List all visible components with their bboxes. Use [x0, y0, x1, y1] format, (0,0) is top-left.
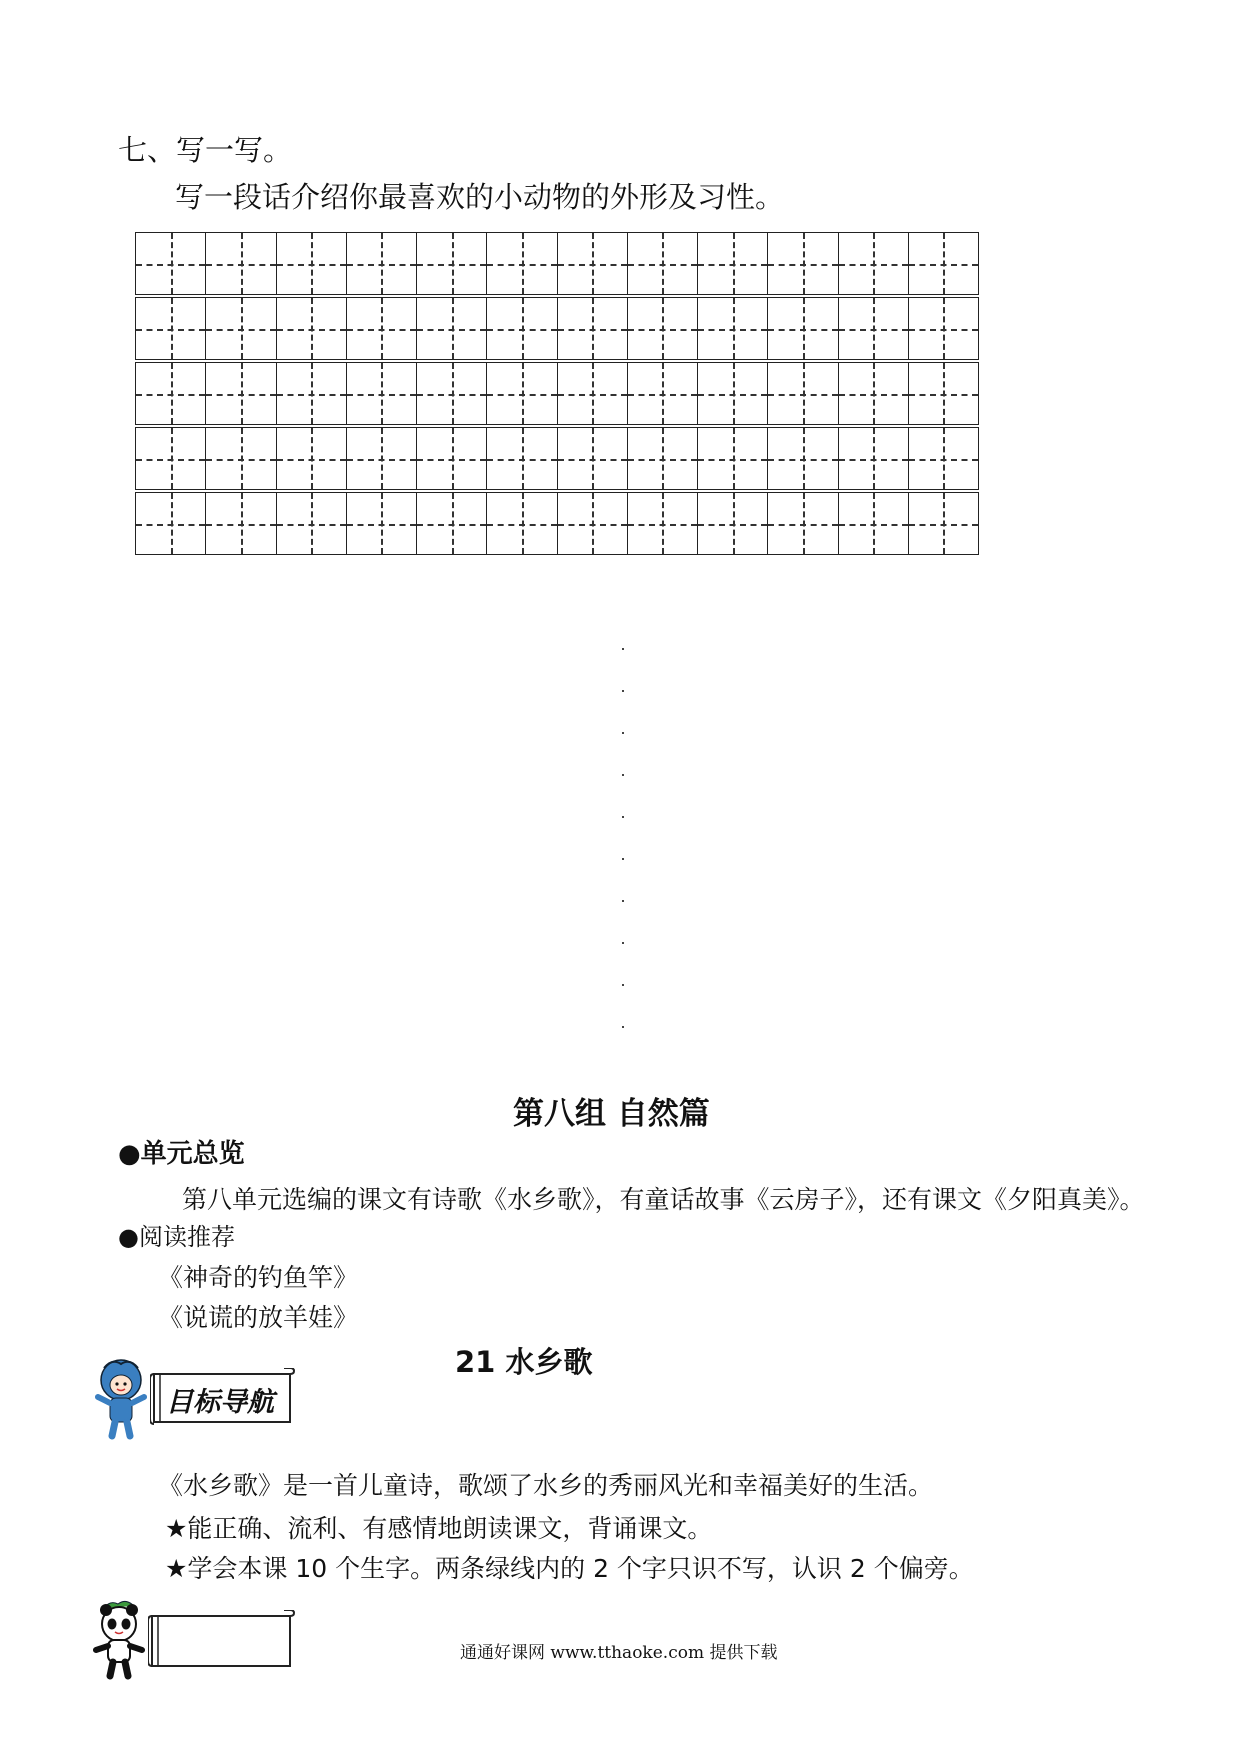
grid-cell[interactable]: [909, 363, 978, 424]
footer-credit: 通通好课网 www.tthaoke.com 提供下载: [460, 1643, 778, 1663]
grid-cell[interactable]: [698, 493, 768, 554]
grid-cell[interactable]: [628, 233, 698, 294]
grid-row: [135, 362, 979, 425]
grid-cell[interactable]: [347, 233, 417, 294]
grid-cell[interactable]: [487, 298, 557, 359]
recommended-book-2: 《说谎的放羊娃》: [158, 1303, 359, 1332]
overview-heading: ●单元总览: [118, 1139, 245, 1169]
grid-row: [135, 427, 979, 490]
section-7-prompt: 写一段话介绍你最喜欢的小动物的外形及习性。: [175, 180, 785, 214]
grid-cell[interactable]: [698, 428, 768, 489]
grid-cell[interactable]: [558, 428, 628, 489]
goal-label: 目标导航: [166, 1387, 274, 1418]
grid-cell[interactable]: [417, 428, 487, 489]
grid-cell[interactable]: [909, 493, 978, 554]
divider-dots: [622, 648, 628, 1068]
grid-cell[interactable]: [839, 363, 909, 424]
grid-cell[interactable]: [768, 233, 838, 294]
overview-text: 第八单元选编的课文有诗歌《水乡歌》，有童话故事《云房子》，还有课文《夕阳真美》。: [182, 1185, 1145, 1214]
grid-cell[interactable]: [206, 428, 276, 489]
grid-cell[interactable]: [558, 298, 628, 359]
grid-cell[interactable]: [417, 493, 487, 554]
writing-grid[interactable]: [135, 232, 979, 557]
grid-cell[interactable]: [136, 493, 206, 554]
grid-cell[interactable]: [909, 298, 978, 359]
grid-row: [135, 232, 979, 295]
grid-cell[interactable]: [698, 298, 768, 359]
jingjing-panda-mascot-icon: [86, 1600, 152, 1680]
grid-cell[interactable]: [277, 298, 347, 359]
lesson-goal-2: ★学会本课 10 个生字。两条绿线内的 2 个字只识不写，认识 2 个偏旁。: [165, 1554, 974, 1583]
grid-cell[interactable]: [206, 233, 276, 294]
grid-cell[interactable]: [768, 298, 838, 359]
grid-cell[interactable]: [347, 298, 417, 359]
recommended-book-1: 《神奇的钓鱼竿》: [158, 1263, 359, 1292]
grid-cell[interactable]: [277, 233, 347, 294]
grid-cell[interactable]: [768, 428, 838, 489]
grid-cell[interactable]: [558, 233, 628, 294]
grid-cell[interactable]: [277, 363, 347, 424]
grid-cell[interactable]: [487, 493, 557, 554]
grid-cell[interactable]: [206, 493, 276, 554]
grid-cell[interactable]: [417, 298, 487, 359]
grid-cell[interactable]: [558, 363, 628, 424]
grid-cell[interactable]: [839, 493, 909, 554]
grid-cell[interactable]: [768, 493, 838, 554]
grid-cell[interactable]: [839, 428, 909, 489]
grid-cell[interactable]: [839, 298, 909, 359]
grid-cell[interactable]: [698, 233, 768, 294]
grid-cell[interactable]: [136, 233, 206, 294]
lesson-goal-1: ★能正确、流利、有感情地朗读课文，背诵课文。: [165, 1514, 713, 1543]
grid-cell[interactable]: [347, 428, 417, 489]
grid-cell[interactable]: [347, 493, 417, 554]
grid-cell[interactable]: [839, 233, 909, 294]
grid-cell[interactable]: [487, 428, 557, 489]
unit-title: 第八组 自然篇: [513, 1096, 710, 1132]
lesson-intro: 《水乡歌》是一首儿童诗，歌颂了水乡的秀丽风光和幸福美好的生活。: [158, 1471, 934, 1500]
reading-heading: ●阅读推荐: [118, 1223, 235, 1251]
grid-cell[interactable]: [628, 363, 698, 424]
grid-cell[interactable]: [487, 233, 557, 294]
beibei-mascot-icon: [86, 1358, 156, 1440]
grid-cell[interactable]: [487, 363, 557, 424]
grid-cell[interactable]: [206, 363, 276, 424]
grid-cell[interactable]: [417, 363, 487, 424]
grid-cell[interactable]: [347, 363, 417, 424]
grid-cell[interactable]: [136, 363, 206, 424]
blank-scroll-banner: [148, 1610, 296, 1670]
grid-cell[interactable]: [768, 363, 838, 424]
grid-cell[interactable]: [417, 233, 487, 294]
section-7-title: 七、写一写。: [118, 133, 293, 167]
grid-cell[interactable]: [628, 298, 698, 359]
grid-cell[interactable]: [698, 363, 768, 424]
grid-cell[interactable]: [206, 298, 276, 359]
lesson-title: 21 水乡歌: [455, 1345, 593, 1379]
grid-cell[interactable]: [136, 428, 206, 489]
grid-cell[interactable]: [277, 493, 347, 554]
grid-cell[interactable]: [558, 493, 628, 554]
grid-cell[interactable]: [277, 428, 347, 489]
grid-cell[interactable]: [628, 493, 698, 554]
grid-cell[interactable]: [909, 233, 978, 294]
grid-row: [135, 297, 979, 360]
grid-row: [135, 492, 979, 555]
grid-cell[interactable]: [628, 428, 698, 489]
grid-cell[interactable]: [909, 428, 978, 489]
grid-cell[interactable]: [136, 298, 206, 359]
